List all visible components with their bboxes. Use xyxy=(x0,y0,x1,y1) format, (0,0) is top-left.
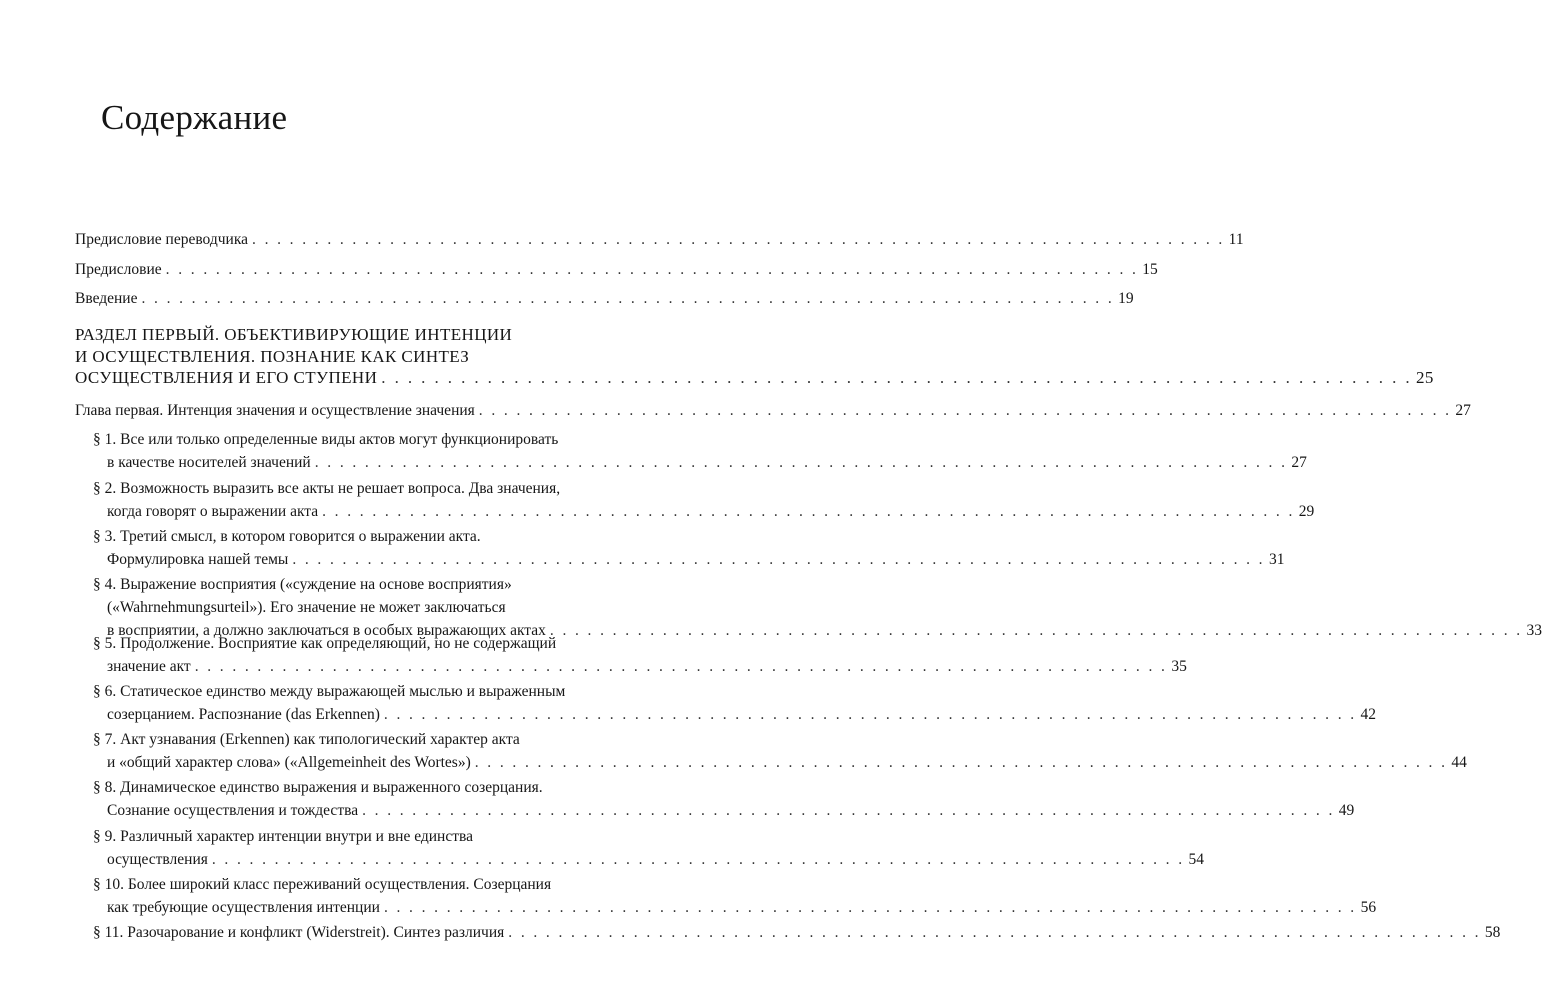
toc-entry-line xyxy=(93,921,1501,944)
dot-leader: . . . . . . . . . . . . . . . . . . . . . . . . . . . . . . . . . . . . . . . . . . . . . . . . . . . . . . . . . . . . . . . . . . . . . . . . . . . . . . xyxy=(508,924,1481,941)
toc-page-number: 31 xyxy=(1268,551,1285,568)
toc-entry-title: Предисловие xyxy=(75,261,162,278)
toc-entry-introduction xyxy=(75,287,1134,310)
toc-entry-line xyxy=(93,451,1307,474)
toc-entry-section-11 xyxy=(75,921,1501,944)
dot-leader: . . . . . . . . . . . . . . . . . . . . . . . . . . . . . . . . . . . . . . . . . . . . . . . . . . . . . . . . . . . . . . . . . . . . . . . . . . . . . . xyxy=(383,899,1357,916)
dot-leader: . . . . . . . . . . . . . . . . . . . . . . . . . . . . . . . . . . . . . . . . . . . . . . . . . . . . . . . . . . . . . . . . . . . . . . . . . . . . . . xyxy=(549,622,1523,639)
toc-entry-title: Глава первая. Интенция значения и осуществление значения xyxy=(75,402,475,419)
page-title: Содержание xyxy=(101,98,288,137)
dot-leader: . . . . . . . . . . . . . . . . . . . . . . . . . . . . . . . . . . . . . . . . . . . . . . . . . . . . . . . . . . . . . . . . . . . . . . . . . . . . . . xyxy=(381,368,1413,387)
toc-entry-title-line: значение акт xyxy=(107,658,191,675)
toc-page-number: 29 xyxy=(1298,503,1315,520)
toc-entry-line xyxy=(93,848,1204,871)
toc-entry-title-line: осуществления xyxy=(107,851,208,868)
toc-entry-line xyxy=(93,548,1285,571)
toc-entry-section-2 xyxy=(75,477,1315,523)
toc-page-number: 27 xyxy=(1291,454,1307,471)
dot-leader: . . . . . . . . . . . . . . . . . . . . . . . . . . . . . . . . . . . . . . . . . . . . . . . . . . . . . . . . . . . . . . . . . . . . . . . . . . . . . . xyxy=(362,802,1335,819)
toc-entry-line xyxy=(93,703,1377,726)
toc-entry-section-3 xyxy=(75,525,1285,571)
toc-page-number: 19 xyxy=(1118,290,1134,307)
toc-entry-line xyxy=(75,367,1434,389)
toc-entry-preface xyxy=(75,258,1158,281)
toc-entry-section-1 xyxy=(75,428,1307,474)
dot-leader: . . . . . . . . . . . . . . . . . . . . . . . . . . . . . . . . . . . . . . . . . . . . . . . . . . . . . . . . . . . . . . . . . . . . . . . . . . . . . . xyxy=(474,754,1448,771)
toc-entry-title-line: в качестве носителей значений xyxy=(107,454,311,471)
toc-entry-title-line: созерцанием. Распознание (das Erkennen) xyxy=(107,706,380,723)
dot-leader: . . . . . . . . . . . . . . . . . . . . . . . . . . . . . . . . . . . . . . . . . . . . . . . . . . . . . . . . . . . . . . . . . . . . . . . . . . . . . . xyxy=(322,503,1295,520)
toc-entry-chapter-one xyxy=(75,399,1471,422)
dot-leader: . . . . . . . . . . . . . . . . . . . . . . . . . . . . . . . . . . . . . . . . . . . . . . . . . . . . . . . . . . . . . . . . . . . . . . . . . . . . . . xyxy=(314,454,1288,471)
toc-page-number: 35 xyxy=(1171,658,1187,675)
toc-entry-title-line: § 5. Продолжение. Восприятие как определяющий, но не содержащий xyxy=(93,635,557,652)
toc-entry-line xyxy=(93,655,1187,678)
toc-entry-title-line: § 4. Выражение восприятия («суждение на основе восприятия» xyxy=(93,576,512,593)
toc-entry-title: Предисловие переводчика xyxy=(75,231,249,248)
toc-entry-title-line: § 1. Все или только определенные виды актов могут функционировать xyxy=(93,431,559,448)
toc-entry-line xyxy=(93,799,1355,822)
toc-entry-title-line: ОСУЩЕСТВЛЕНИЯ И ЕГО СТУПЕНИ xyxy=(75,368,378,387)
dot-leader: . . . . . . . . . . . . . . . . . . . . . . . . . . . . . . . . . . . . . . . . . . . . . . . . . . . . . . . . . . . . . . . . . . . . . . . . . . . . . . xyxy=(194,658,1168,675)
dot-leader: . . . . . . . . . . . . . . . . . . . . . . . . . . . . . . . . . . . . . . . . . . . . . . . . . . . . . . . . . . . . . . . . . . . . . . . . . . . . . . xyxy=(141,290,1115,307)
dot-leader: . . . . . . . . . . . . . . . . . . . . . . . . . . . . . . . . . . . . . . . . . . . . . . . . . . . . . . . . . . . . . . . . . . . . . . . . . . . . . . xyxy=(211,851,1185,868)
dot-leader: . . . . . . . . . . . . . . . . . . . . . . . . . . . . . . . . . . . . . . . . . . . . . . . . . . . . . . . . . . . . . . . . . . . . . . . . . . . . . . xyxy=(165,261,1139,278)
toc-page-number: 54 xyxy=(1188,851,1204,868)
toc-entry-title-line: § 2. Возможность выразить все акты не решает вопроса. Два значения, xyxy=(93,480,561,497)
toc-entry-title-line: § 3. Третий смысл, в котором говорится о выражении акта. xyxy=(93,528,481,545)
toc-entry-title-line: в восприятии, а должно заключаться в особых выражающих актах xyxy=(107,622,546,639)
toc-entry-title-line: Формулировка нашей темы xyxy=(107,551,289,568)
toc-entry-section-6 xyxy=(75,680,1377,726)
toc-entry-line xyxy=(75,228,1244,251)
toc-entry-part-one xyxy=(75,324,1434,389)
toc-entry-title: § 11. Разочарование и конфликт (Widerstreit). Синтез различия xyxy=(93,924,505,941)
toc-entry-line xyxy=(75,287,1134,310)
dot-leader: . . . . . . . . . . . . . . . . . . . . . . . . . . . . . . . . . . . . . . . . . . . . . . . . . . . . . . . . . . . . . . . . . . . . . . . . . . . . . . xyxy=(383,706,1357,723)
toc-entry-line xyxy=(93,896,1377,919)
toc-page-number: 44 xyxy=(1451,754,1467,771)
toc-entry-title-line: § 7. Акт узнавания (Erkennen) как типологический характер акта xyxy=(93,731,520,748)
toc-entry-title-line: и «общий характер слова» («Allgemeinheit des Wortes») xyxy=(107,754,471,771)
dot-leader: . . . . . . . . . . . . . . . . . . . . . . . . . . . . . . . . . . . . . . . . . . . . . . . . . . . . . . . . . . . . . . . . . . . . . . . . . . . . . . xyxy=(478,402,1452,419)
dot-leader: . . . . . . . . . . . . . . . . . . . . . . . . . . . . . . . . . . . . . . . . . . . . . . . . . . . . . . . . . . . . . . . . . . . . . . . . . . . . . . xyxy=(252,231,1225,248)
toc-entry-section-8 xyxy=(75,776,1355,822)
toc-entry-section-7 xyxy=(75,728,1467,774)
toc-entry-title-line: § 8. Динамическое единство выражения и выраженного созерцания. xyxy=(93,779,543,796)
toc-page-number: 49 xyxy=(1338,802,1355,819)
toc-page-number: 11 xyxy=(1228,231,1244,248)
toc-page-number: 42 xyxy=(1360,706,1377,723)
toc-page-number: 58 xyxy=(1484,924,1501,941)
toc-entry-title: Введение xyxy=(75,290,138,307)
toc-entry-title-line: § 6. Статическое единство между выражающей мыслью и выраженным xyxy=(93,683,566,700)
dot-leader: . . . . . . . . . . . . . . . . . . . . . . . . . . . . . . . . . . . . . . . . . . . . . . . . . . . . . . . . . . . . . . . . . . . . . . . . . . . . . . xyxy=(292,551,1265,568)
toc-entry-title-line: РАЗДЕЛ ПЕРВЫЙ. ОБЪЕКТИВИРУЮЩИЕ ИНТЕНЦИИ xyxy=(75,325,513,344)
toc-entry-title-line: § 9. Различный характер интенции внутри и вне единства xyxy=(93,828,473,845)
toc-page-number: 15 xyxy=(1142,261,1158,278)
toc-entry-title-line: как требующие осуществления интенции xyxy=(107,899,380,916)
toc-entry-line xyxy=(93,751,1467,774)
toc-entry-section-9 xyxy=(75,825,1204,871)
toc-page-number: 56 xyxy=(1360,899,1377,916)
toc-entry-title-line: Сознание осуществления и тождества xyxy=(107,802,359,819)
toc-entry-section-10 xyxy=(75,873,1377,919)
toc-entry-section-5 xyxy=(75,632,1187,678)
toc-entry-title-line: И ОСУЩЕСТВЛЕНИЯ. ПОЗНАНИЕ КАК СИНТЕЗ xyxy=(75,346,470,366)
toc-entry-title-line: («Wahrnehmungsurteil»). Его значение не может заключаться xyxy=(107,599,506,616)
toc-entry-title-line: § 10. Более широкий класс переживаний осуществления. Созерцания xyxy=(93,876,552,893)
toc-page-number: 25 xyxy=(1416,368,1434,387)
toc-entry-line xyxy=(75,258,1158,281)
toc-entry-translator-preface xyxy=(75,228,1244,251)
toc-entry-line xyxy=(93,500,1315,523)
toc-page-number: 33 xyxy=(1526,622,1542,639)
toc-entry-line xyxy=(75,399,1471,422)
toc-entry-title-line: когда говорят о выражении акта xyxy=(107,503,319,520)
toc-page-number: 27 xyxy=(1455,402,1471,419)
